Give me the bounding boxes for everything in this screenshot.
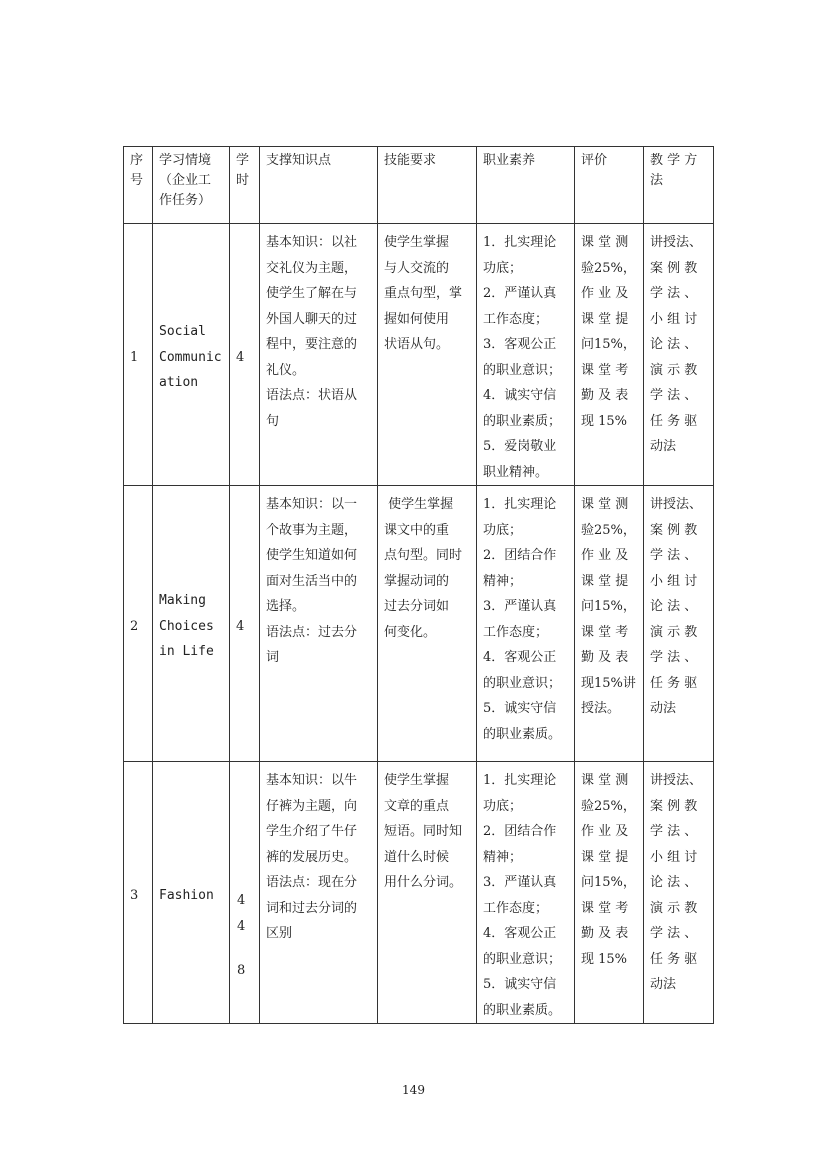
cell-text-line: 任 务 驱 [650, 675, 698, 691]
cell-text-line: 序 [130, 153, 144, 168]
header-skills [378, 147, 477, 224]
cell-text-line: 掌握动词的 [384, 573, 450, 589]
row-situation-cell [153, 762, 230, 1024]
cell-text-line: 学习情境 [159, 153, 212, 168]
table-row [124, 762, 714, 1024]
row-no-cell [124, 224, 153, 486]
row-skills-cell [378, 762, 477, 1024]
cell-text-line: 的职业素质； [483, 413, 562, 429]
cell-text-line: 1．扎实理论 [483, 497, 557, 512]
cell-text-line: 短语。同时知 [384, 824, 463, 839]
cell-text: 职业素养 [483, 153, 536, 168]
cell-text-line: 精神； [483, 849, 523, 865]
cell-text-line: 动法 [650, 439, 677, 454]
row-skills-cell [378, 224, 477, 486]
row-hours-cell [230, 486, 260, 762]
cell-text-line: 词和过去分词的 [266, 900, 358, 916]
cell-text-line: 文章的重点 [384, 798, 450, 814]
cell-text-line: 面对生活当中的 [266, 573, 358, 589]
cell-text-line: 4．客观公正 [483, 926, 557, 941]
cell-text-line: 基本知识：以一 [266, 497, 358, 512]
row-knowledge-cell [260, 486, 378, 762]
cell-text-line: Choices [159, 618, 214, 634]
cell-text-line: 案 例 教 [650, 260, 698, 276]
table-row [124, 224, 714, 486]
cell-text-line: 道什么时候 [384, 849, 450, 865]
cell-text-line: 工作态度； [483, 624, 549, 640]
cell-text-line: 课 堂 考 [581, 900, 629, 916]
header-method [644, 147, 714, 224]
cell-text-line: 小 组 讨 [650, 311, 698, 327]
cell-text-line: 2．严谨认真 [483, 286, 557, 301]
cell-text-line: 课 堂 测 [581, 497, 629, 512]
cell-text-line: 4 [237, 893, 246, 908]
cell-text-line: 功底； [483, 522, 523, 538]
cell-text-line: 5．诚实守信 [483, 701, 557, 716]
cell-text-line: 使学生知道如何 [266, 548, 358, 563]
cell-text-line: 功底； [483, 798, 523, 814]
cell-text-line: 小 组 讨 [650, 573, 698, 589]
header-situation [153, 147, 230, 224]
header-no [124, 147, 153, 224]
table-header-row [124, 147, 714, 224]
cell-text-line: 作 业 及 [581, 824, 629, 839]
cell-text-line: 学 法 、 [650, 548, 698, 563]
cell-text-line: 区别 [266, 926, 293, 941]
cell-text-line: 课 堂 提 [581, 849, 629, 865]
cell-text-line: 个故事为主题， [266, 522, 358, 538]
cell-text-line: ation [159, 375, 199, 391]
cell-text-line: 问15%， [581, 875, 636, 890]
cell-text-line: 学 法 、 [650, 650, 698, 665]
cell-text-line: 基本知识：以牛 [266, 773, 358, 788]
cell-text-line: 学 法 、 [650, 926, 698, 941]
cell-text-line: 3．客观公正 [483, 337, 557, 352]
cell-text-line: 讲授法、 [650, 497, 703, 512]
cell-text-line: 1．扎实理论 [483, 773, 557, 788]
header-knowledge [260, 147, 378, 224]
cell-text-line: 的职业意识； [483, 951, 562, 967]
table-row [124, 486, 714, 762]
cell-text-line: 验25%， [581, 260, 636, 276]
cell-text-line: 使学生掌握 [384, 235, 450, 250]
cell-text-line: 学 [236, 153, 250, 168]
cell-text-line: 选择。 [266, 599, 306, 614]
cell-text-line: 工作态度； [483, 900, 549, 916]
row-method-cell [644, 762, 714, 1024]
cell-text-line: 程中，要注意的 [266, 337, 358, 352]
cell-text-line: 的职业意识； [483, 675, 562, 691]
cell-text: 技能要求 [384, 153, 437, 168]
cell-text-line: 裤的发展历史。 [266, 849, 358, 865]
cell-text-line: 何变化。 [384, 624, 437, 640]
cell-text-line: 现15%讲 [581, 675, 636, 691]
cell-text-line: 课 堂 考 [581, 362, 629, 378]
cell-text: 4 [236, 618, 245, 634]
cell-text-line: 讲授法、 [650, 235, 703, 250]
row-evaluation-cell [575, 224, 644, 486]
cell-text-line: 验25%， [581, 798, 636, 814]
cell-text-line: 语法点：状语从 [266, 388, 358, 403]
row-no-cell [124, 486, 153, 762]
cell-text-line: 号 [130, 173, 144, 188]
cell-text-line: 交礼仪为主题， [266, 260, 358, 276]
cell-text-line: 课 堂 测 [581, 235, 629, 250]
row-situation-cell [153, 486, 230, 762]
cell-text-line: 勤 及 表 [581, 650, 629, 665]
row-quality-cell [477, 762, 575, 1024]
cell-text-line: 5．诚实守信 [483, 977, 557, 992]
cell-text-line: 课 堂 测 [581, 773, 629, 788]
cell-text-line: 现 15% [581, 951, 628, 967]
header-evaluation [575, 147, 644, 224]
cell-text-line: Social [159, 324, 206, 340]
cell-text-line: 现 15% [581, 413, 628, 429]
cell-text-line: 重点句型，掌 [384, 286, 463, 301]
cell-text-line: 论 法 、 [650, 337, 698, 352]
row-hours-cell [230, 224, 260, 486]
cell-text-line: 礼仪。 [266, 362, 306, 378]
cell-text-line: 4．诚实守信 [483, 388, 557, 403]
row-method-cell [644, 224, 714, 486]
cell-text-line: 教 学 方 [650, 153, 698, 168]
cell-text-line: 演 示 教 [650, 362, 698, 378]
cell-text-line: 功底； [483, 260, 523, 276]
cell-text-line: 外国人聊天的过 [266, 311, 358, 327]
cell-text-line: 与人交流的 [384, 260, 450, 276]
cell-text-line: 4 [237, 919, 246, 934]
cell-text-line: （企业工 [159, 173, 212, 188]
cell-text-line: 8 [237, 963, 246, 978]
cell-text-line: 勤 及 表 [581, 926, 629, 941]
header-hours [230, 147, 260, 224]
cell-text-line: 2．团结合作 [483, 548, 557, 563]
cell-text-line: 的职业素质。 [483, 1002, 562, 1018]
cell-text-line: 状语从句。 [384, 337, 450, 352]
cell-text: 支撑知识点 [266, 153, 332, 168]
cell-text: 1 [130, 349, 139, 365]
cell-text-line: 使学生掌握 [384, 773, 450, 788]
cell-text-line: 3．严谨认真 [483, 875, 557, 890]
cell-text-line: 使学生了解在与 [266, 286, 358, 301]
cell-text-line: 授法。 [581, 701, 621, 716]
cell-text-line: 精神； [483, 573, 523, 589]
cell-text-line: 1．扎实理论 [483, 235, 557, 250]
cell-text-line: 勤 及 表 [581, 388, 629, 403]
row-method-cell [644, 486, 714, 762]
row-evaluation-cell [575, 762, 644, 1024]
page-number: 149 [402, 1083, 425, 1097]
cell-text-line: 作 业 及 [581, 548, 629, 563]
cell-text-line: 验25%， [581, 522, 636, 538]
cell-text-line: in Life [159, 644, 214, 660]
cell-text-line: 学 法 、 [650, 286, 698, 301]
cell-text-line: 仔裤为主题，向 [266, 798, 358, 814]
cell-text-line: 课 堂 提 [581, 311, 629, 327]
row-quality-cell [477, 486, 575, 762]
cell-text-line: 用什么分词。 [384, 875, 463, 890]
cell-text-line: 课 堂 考 [581, 624, 629, 640]
cell-text-line: 论 法 、 [650, 599, 698, 614]
cell-text-line: 法 [650, 173, 664, 188]
cell-text-line: 语法点：过去分 [266, 624, 358, 640]
cell-text: 评价 [581, 153, 608, 168]
cell-text-line: 任 务 驱 [650, 951, 698, 967]
cell-text-line: 动法 [650, 977, 677, 992]
cell-text-line: 基本知识：以社 [266, 235, 358, 250]
row-situation-cell [153, 224, 230, 486]
cell-text-line: Communic [159, 349, 222, 365]
cell-text-line: 动法 [650, 701, 677, 716]
cell-text-line: 案 例 教 [650, 522, 698, 538]
cell-text-line: 问15%， [581, 599, 636, 614]
cell-text-line: 课文中的重 [384, 522, 450, 538]
cell-text-line: 的职业意识； [483, 362, 562, 378]
header-quality [477, 147, 575, 224]
row-hours-cell [230, 762, 260, 1024]
cell-text-line: 任 务 驱 [650, 413, 698, 429]
cell-text: 4 [236, 349, 245, 365]
cell-text-line: 案 例 教 [650, 798, 698, 814]
cell-text-line: 语法点：现在分 [266, 875, 358, 890]
cell-text-line: 词 [266, 650, 280, 665]
cell-text-line: 时 [236, 173, 250, 188]
cell-text-line: 点句型。同时 [384, 548, 463, 563]
cell-text-line: 论 法 、 [650, 875, 698, 890]
row-quality-cell [477, 224, 575, 486]
row-skills-cell [378, 486, 477, 762]
row-no-cell [124, 762, 153, 1024]
cell-text-line: 职业精神。 [483, 464, 549, 480]
cell-text-line: 学生介绍了牛仔 [266, 824, 358, 839]
curriculum-table [123, 146, 714, 1024]
cell-text: 2 [130, 618, 139, 634]
cell-text-line: 小 组 讨 [650, 849, 698, 865]
cell-text-line: 作 业 及 [581, 286, 629, 301]
cell-text-line: 学 法 、 [650, 388, 698, 403]
cell-text-line: 过去分词如 [384, 599, 450, 614]
cell-text-line: 握如何使用 [384, 311, 450, 327]
cell-text-line: 演 示 教 [650, 624, 698, 640]
row-evaluation-cell [575, 486, 644, 762]
cell-text-line: 讲授法、 [650, 773, 703, 788]
cell-text: 3 [130, 887, 139, 903]
cell-text-line: 句 [266, 413, 280, 429]
cell-text-line: 问15%， [581, 337, 636, 352]
cell-text-line: 课 堂 提 [581, 573, 629, 589]
cell-text-line: 学 法 、 [650, 824, 698, 839]
cell-text-line: 作任务） [159, 193, 212, 208]
cell-text-line: 5．爱岗敬业 [483, 439, 557, 454]
cell-text-line: 2．团结合作 [483, 824, 557, 839]
row-knowledge-cell [260, 224, 378, 486]
cell-text-line: 的职业素质。 [483, 726, 562, 742]
cell-text-line: Fashion [159, 887, 214, 903]
cell-text-line: 工作态度； [483, 311, 549, 327]
cell-text-line: 4．客观公正 [483, 650, 557, 665]
row-knowledge-cell [260, 762, 378, 1024]
cell-text-line: 3．严谨认真 [483, 599, 557, 614]
cell-text-line: 演 示 教 [650, 900, 698, 916]
cell-text-line: 使学生掌握 [384, 497, 454, 512]
cell-text-line: Making [159, 593, 206, 609]
